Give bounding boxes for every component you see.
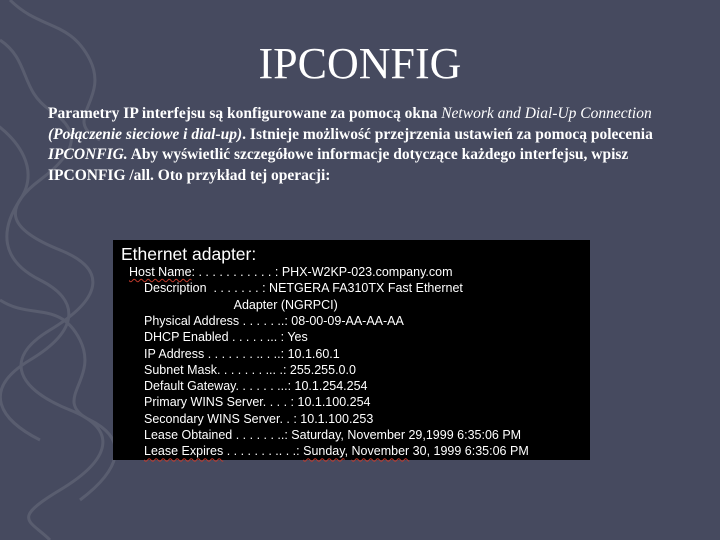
para-network-dialup: Network and Dial-Up Connection [441, 105, 652, 122]
output-line-lease-expires [144, 443, 529, 459]
output-line-physical-address: Physical Address . . . . . ..: 08-00-09-AA-AA-AA [144, 313, 404, 328]
ethernet-adapter-heading: Ethernet adapter: [121, 244, 257, 264]
lease-expires-label: Lease Expires [144, 444, 224, 459]
para-polaczenie: (Połączenie sieciowe i dial-up) [48, 125, 243, 143]
host-name-value: : . . . . . . . . . . . : PHX-W2KP-023.company.com [191, 265, 453, 279]
para-ipconfig: IPCONFIG. [48, 146, 128, 163]
lease-expires-dots: . . . . . . . .. . .: [223, 444, 304, 459]
para-text-2: . Istnieje możliwość przejrzenia ustawień za pomocą polecenia [242, 125, 653, 143]
host-name-line [129, 264, 453, 280]
lease-expires-day: Sunday [303, 444, 345, 459]
output-line-description: Description . . . . . . . : NETGERA FA310TX Fast Ethernet [144, 281, 463, 296]
para-text-3: Aby wyświetlić szczegółowe informacje dotyczące każdego interfejsu, wpisz IPCONFIG /all. Oto przykład tej operacji: [48, 146, 629, 184]
lease-expires-rest: 30, 1999 6:35:06 PM [409, 444, 529, 459]
ipconfig-output-screenshot [113, 240, 590, 460]
output-line-adapter: Adapter (NGRPCI) [144, 297, 338, 312]
lease-expires-comma: , [344, 444, 352, 459]
output-line-lease-obtained: Lease Obtained . . . . . . ..: Saturday, November 29,1999 6:35:06 PM [144, 428, 522, 442]
slide-paragraph [48, 104, 688, 186]
output-line-primary-wins: Primary WINS Server. . . . : 10.1.100.254 [144, 395, 371, 410]
lease-expires-month: November [351, 444, 410, 459]
para-text-1: Parametry IP interfejsu są konfigurowane za pomocą okna [48, 105, 442, 122]
host-name-label: Host Name [129, 265, 192, 279]
output-line-subnet-mask: Subnet Mask. . . . . . . ... .: 255.255.0.0 [144, 362, 356, 377]
output-line-default-gateway: Default Gateway. . . . . . ...: 10.1.254.254 [144, 379, 368, 394]
output-line-ip-address: IP Address . . . . . . . .. . ..: 10.1.60.1 [144, 346, 340, 361]
output-line-dhcp: DHCP Enabled . . . . . ... : Yes [144, 330, 308, 345]
slide-title: IPCONFIG [258, 39, 462, 88]
output-line-secondary-wins: Secondary WINS Server. . : 10.1.100.253 [144, 411, 374, 426]
